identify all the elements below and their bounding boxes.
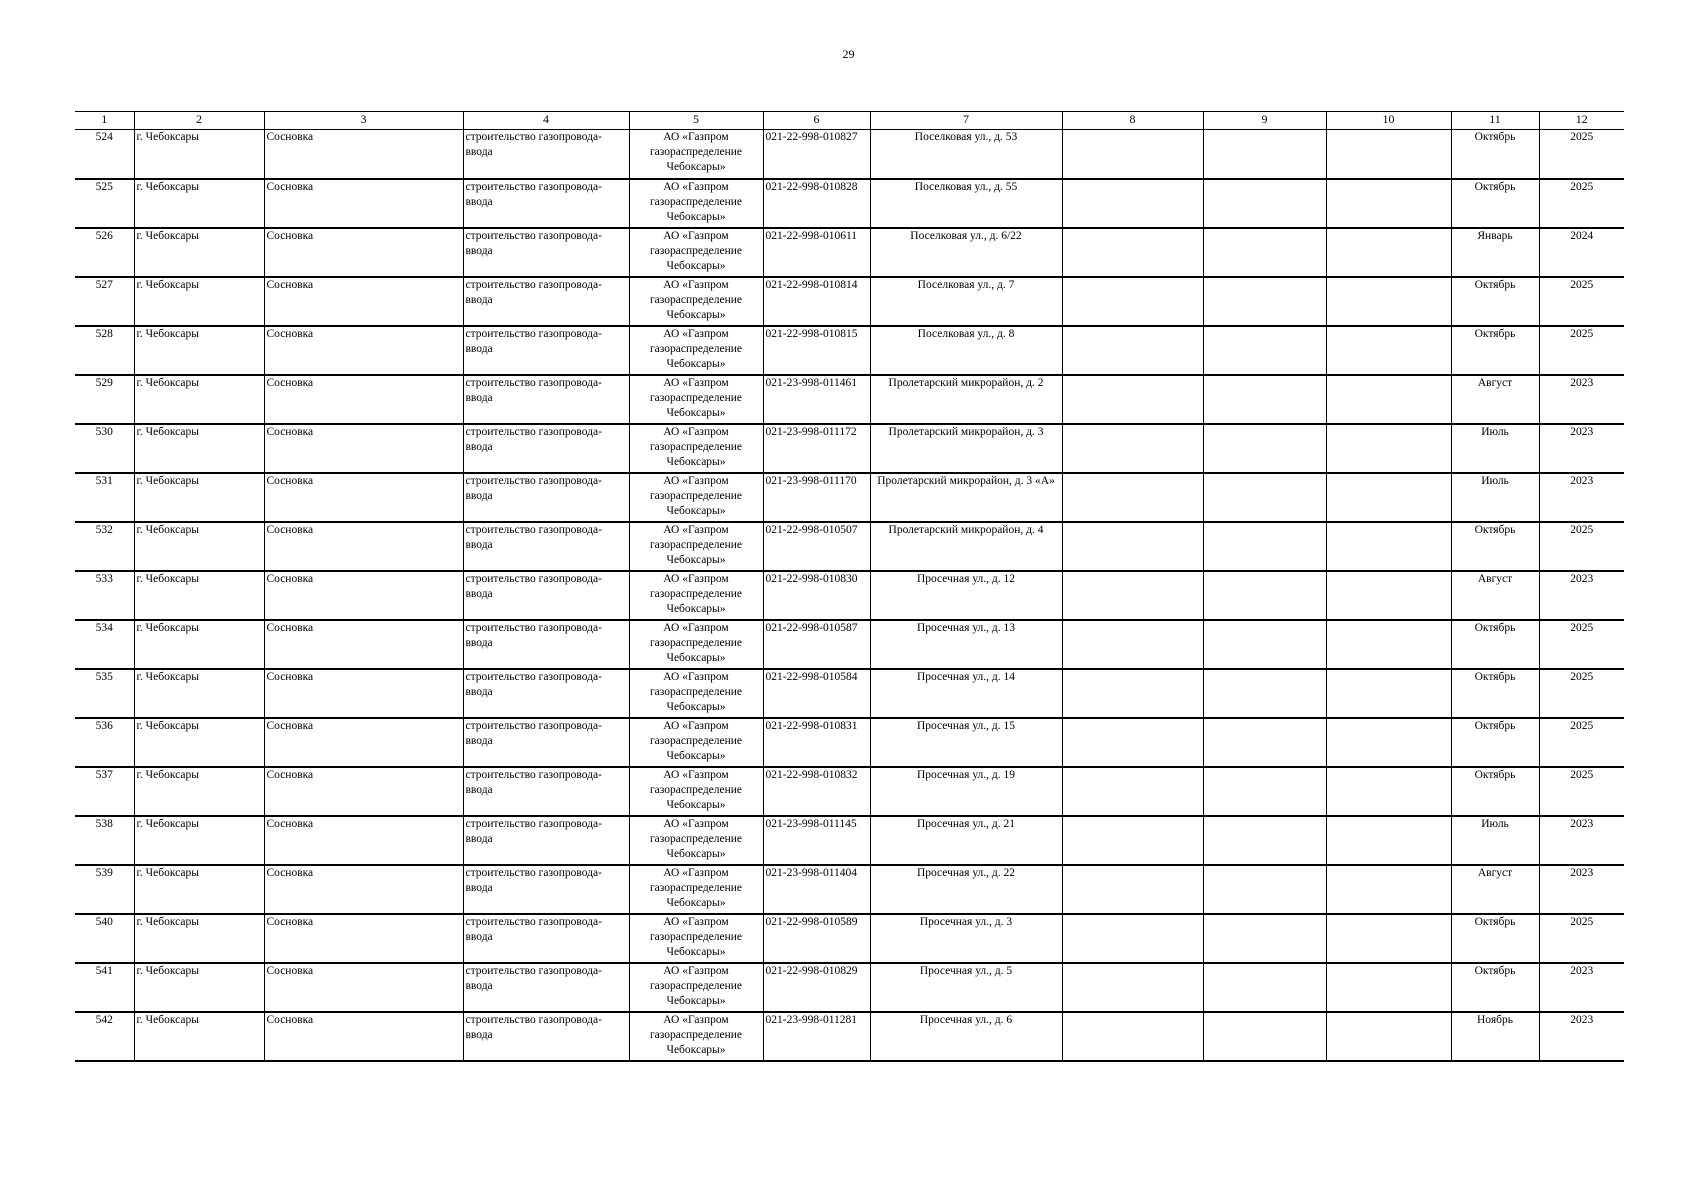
column-8-cell (1062, 718, 1203, 767)
city-cell: г. Чебоксары (134, 473, 264, 522)
column-9-cell (1203, 375, 1326, 424)
object-code-cell: 021-22-998-010611 (763, 228, 870, 277)
row-number-cell: 524 (75, 130, 134, 179)
table-row (75, 179, 1624, 228)
organization-cell: АО «Газпром газораспределение Чебоксары» (629, 375, 763, 424)
column-8-cell (1062, 522, 1203, 571)
city-cell: г. Чебоксары (134, 277, 264, 326)
column-9-cell (1203, 473, 1326, 522)
column-header: 4 (463, 112, 629, 130)
row-number-cell: 525 (75, 179, 134, 228)
year-cell: 2025 (1539, 669, 1624, 718)
month-cell: Июль (1451, 473, 1539, 522)
address-cell: Пролетарский микрорайон, д. 4 (870, 522, 1062, 571)
column-10-cell (1326, 179, 1451, 228)
work-type-cell: строительство газопровода-ввода (463, 130, 629, 179)
column-9-cell (1203, 718, 1326, 767)
row-number-cell: 536 (75, 718, 134, 767)
column-8-cell (1062, 816, 1203, 865)
work-type-cell: строительство газопровода-ввода (463, 571, 629, 620)
month-cell: Октябрь (1451, 963, 1539, 1012)
column-8-cell (1062, 130, 1203, 179)
year-cell: 2025 (1539, 179, 1624, 228)
address-cell: Пролетарский микрорайон, д. 3 (870, 424, 1062, 473)
column-10-cell (1326, 816, 1451, 865)
column-header: 11 (1451, 112, 1539, 130)
column-8-cell (1062, 865, 1203, 914)
organization-cell: АО «Газпром газораспределение Чебоксары» (629, 767, 763, 816)
district-cell: Сосновка (264, 620, 463, 669)
column-9-cell (1203, 522, 1326, 571)
year-cell: 2023 (1539, 473, 1624, 522)
object-code-cell: 021-23-998-011404 (763, 865, 870, 914)
column-9-cell (1203, 571, 1326, 620)
column-8-cell (1062, 1012, 1203, 1061)
organization-cell: АО «Газпром газораспределение Чебоксары» (629, 669, 763, 718)
district-cell: Сосновка (264, 1012, 463, 1061)
work-type-cell: строительство газопровода-ввода (463, 277, 629, 326)
object-code-cell: 021-22-998-010832 (763, 767, 870, 816)
table-row (75, 718, 1624, 767)
month-cell: Июль (1451, 816, 1539, 865)
object-code-cell: 021-22-998-010507 (763, 522, 870, 571)
city-cell: г. Чебоксары (134, 326, 264, 375)
year-cell: 2023 (1539, 424, 1624, 473)
column-9-cell (1203, 130, 1326, 179)
object-code-cell: 021-22-998-010814 (763, 277, 870, 326)
column-8-cell (1062, 914, 1203, 963)
address-cell: Просечная ул., д. 5 (870, 963, 1062, 1012)
object-code-cell: 021-22-998-010827 (763, 130, 870, 179)
month-cell: Октябрь (1451, 326, 1539, 375)
district-cell: Сосновка (264, 865, 463, 914)
district-cell: Сосновка (264, 326, 463, 375)
column-8-cell (1062, 620, 1203, 669)
year-cell: 2024 (1539, 228, 1624, 277)
table-row (75, 816, 1624, 865)
year-cell: 2025 (1539, 914, 1624, 963)
year-cell: 2023 (1539, 816, 1624, 865)
object-code-cell: 021-22-998-010584 (763, 669, 870, 718)
district-cell: Сосновка (264, 914, 463, 963)
row-number-cell: 528 (75, 326, 134, 375)
work-type-cell: строительство газопровода-ввода (463, 228, 629, 277)
table-row (75, 620, 1624, 669)
organization-cell: АО «Газпром газораспределение Чебоксары» (629, 277, 763, 326)
work-type-cell: строительство газопровода-ввода (463, 865, 629, 914)
district-cell: Сосновка (264, 669, 463, 718)
city-cell: г. Чебоксары (134, 1012, 264, 1061)
organization-cell: АО «Газпром газораспределение Чебоксары» (629, 473, 763, 522)
month-cell: Август (1451, 571, 1539, 620)
district-cell: Сосновка (264, 130, 463, 179)
month-cell: Август (1451, 375, 1539, 424)
row-number-cell: 537 (75, 767, 134, 816)
year-cell: 2023 (1539, 1012, 1624, 1061)
work-type-cell: строительство газопровода-ввода (463, 1012, 629, 1061)
district-cell: Сосновка (264, 277, 463, 326)
organization-cell: АО «Газпром газораспределение Чебоксары» (629, 179, 763, 228)
city-cell: г. Чебоксары (134, 130, 264, 179)
column-9-cell (1203, 669, 1326, 718)
row-number-cell: 534 (75, 620, 134, 669)
column-8-cell (1062, 424, 1203, 473)
address-cell: Просечная ул., д. 6 (870, 1012, 1062, 1061)
column-9-cell (1203, 1012, 1326, 1061)
column-8-cell (1062, 473, 1203, 522)
column-9-cell (1203, 277, 1326, 326)
column-10-cell (1326, 473, 1451, 522)
address-cell: Просечная ул., д. 19 (870, 767, 1062, 816)
column-10-cell (1326, 1012, 1451, 1061)
row-number-cell: 538 (75, 816, 134, 865)
column-9-cell (1203, 424, 1326, 473)
row-number-cell: 526 (75, 228, 134, 277)
district-cell: Сосновка (264, 473, 463, 522)
table-row (75, 669, 1624, 718)
object-code-cell: 021-22-998-010587 (763, 620, 870, 669)
organization-cell: АО «Газпром газораспределение Чебоксары» (629, 130, 763, 179)
object-code-cell: 021-23-998-011461 (763, 375, 870, 424)
column-10-cell (1326, 424, 1451, 473)
organization-cell: АО «Газпром газораспределение Чебоксары» (629, 865, 763, 914)
row-number-cell: 542 (75, 1012, 134, 1061)
object-code-cell: 021-23-998-011281 (763, 1012, 870, 1061)
organization-cell: АО «Газпром газораспределение Чебоксары» (629, 326, 763, 375)
work-type-cell: строительство газопровода-ввода (463, 522, 629, 571)
column-9-cell (1203, 326, 1326, 375)
table-row (75, 767, 1624, 816)
city-cell: г. Чебоксары (134, 179, 264, 228)
month-cell: Октябрь (1451, 179, 1539, 228)
organization-cell: АО «Газпром газораспределение Чебоксары» (629, 424, 763, 473)
city-cell: г. Чебоксары (134, 375, 264, 424)
row-number-cell: 539 (75, 865, 134, 914)
table-row (75, 473, 1624, 522)
registry-body (75, 130, 1624, 1061)
month-cell: Октябрь (1451, 767, 1539, 816)
column-header: 6 (763, 112, 870, 130)
month-cell: Октябрь (1451, 914, 1539, 963)
object-code-cell: 021-22-998-010589 (763, 914, 870, 963)
district-cell: Сосновка (264, 816, 463, 865)
column-8-cell (1062, 179, 1203, 228)
city-cell: г. Чебоксары (134, 963, 264, 1012)
row-number-cell: 527 (75, 277, 134, 326)
address-cell: Просечная ул., д. 22 (870, 865, 1062, 914)
column-header: 10 (1326, 112, 1451, 130)
address-cell: Поселковая ул., д. 8 (870, 326, 1062, 375)
table-row (75, 228, 1624, 277)
column-9-cell (1203, 865, 1326, 914)
object-code-cell: 021-23-998-011170 (763, 473, 870, 522)
organization-cell: АО «Газпром газораспределение Чебоксары» (629, 228, 763, 277)
column-header: 5 (629, 112, 763, 130)
column-8-cell (1062, 277, 1203, 326)
month-cell: Октябрь (1451, 277, 1539, 326)
column-10-cell (1326, 571, 1451, 620)
object-code-cell: 021-22-998-010815 (763, 326, 870, 375)
work-type-cell: строительство газопровода-ввода (463, 620, 629, 669)
table-row (75, 914, 1624, 963)
city-cell: г. Чебоксары (134, 228, 264, 277)
table-row (75, 1012, 1624, 1061)
row-number-cell: 529 (75, 375, 134, 424)
work-type-cell: строительство газопровода-ввода (463, 767, 629, 816)
column-9-cell (1203, 914, 1326, 963)
month-cell: Ноябрь (1451, 1012, 1539, 1061)
object-code-cell: 021-22-998-010828 (763, 179, 870, 228)
address-cell: Просечная ул., д. 21 (870, 816, 1062, 865)
address-cell: Поселковая ул., д. 55 (870, 179, 1062, 228)
row-number-cell: 530 (75, 424, 134, 473)
month-cell: Октябрь (1451, 669, 1539, 718)
column-10-cell (1326, 963, 1451, 1012)
column-10-cell (1326, 718, 1451, 767)
month-cell: Июль (1451, 424, 1539, 473)
district-cell: Сосновка (264, 963, 463, 1012)
row-number-cell: 541 (75, 963, 134, 1012)
column-10-cell (1326, 130, 1451, 179)
address-cell: Просечная ул., д. 12 (870, 571, 1062, 620)
address-cell: Просечная ул., д. 14 (870, 669, 1062, 718)
month-cell: Август (1451, 865, 1539, 914)
organization-cell: АО «Газпром газораспределение Чебоксары» (629, 914, 763, 963)
object-code-cell: 021-23-998-011172 (763, 424, 870, 473)
district-cell: Сосновка (264, 179, 463, 228)
year-cell: 2025 (1539, 277, 1624, 326)
month-cell: Январь (1451, 228, 1539, 277)
column-10-cell (1326, 767, 1451, 816)
year-cell: 2025 (1539, 522, 1624, 571)
column-8-cell (1062, 375, 1203, 424)
row-number-cell: 535 (75, 669, 134, 718)
table-row (75, 130, 1624, 179)
table-row (75, 571, 1624, 620)
address-cell: Поселковая ул., д. 7 (870, 277, 1062, 326)
row-number-cell: 532 (75, 522, 134, 571)
district-cell: Сосновка (264, 375, 463, 424)
organization-cell: АО «Газпром газораспределение Чебоксары» (629, 1012, 763, 1061)
column-header: 2 (134, 112, 264, 130)
year-cell: 2025 (1539, 130, 1624, 179)
year-cell: 2025 (1539, 767, 1624, 816)
organization-cell: АО «Газпром газораспределение Чебоксары» (629, 620, 763, 669)
year-cell: 2023 (1539, 865, 1624, 914)
year-cell: 2025 (1539, 718, 1624, 767)
address-cell: Просечная ул., д. 15 (870, 718, 1062, 767)
table-row (75, 865, 1624, 914)
column-9-cell (1203, 620, 1326, 669)
column-9-cell (1203, 179, 1326, 228)
column-10-cell (1326, 228, 1451, 277)
table-row (75, 326, 1624, 375)
column-10-cell (1326, 914, 1451, 963)
district-cell: Сосновка (264, 571, 463, 620)
row-number-cell: 533 (75, 571, 134, 620)
work-type-cell: строительство газопровода-ввода (463, 669, 629, 718)
column-10-cell (1326, 326, 1451, 375)
city-cell: г. Чебоксары (134, 914, 264, 963)
gas-pipeline-registry-table (75, 111, 1624, 1062)
row-number-cell: 540 (75, 914, 134, 963)
work-type-cell: строительство газопровода-ввода (463, 816, 629, 865)
column-9-cell (1203, 767, 1326, 816)
year-cell: 2023 (1539, 963, 1624, 1012)
organization-cell: АО «Газпром газораспределение Чебоксары» (629, 718, 763, 767)
organization-cell: АО «Газпром газораспределение Чебоксары» (629, 571, 763, 620)
column-10-cell (1326, 620, 1451, 669)
address-cell: Поселковая ул., д. 6/22 (870, 228, 1062, 277)
column-8-cell (1062, 326, 1203, 375)
work-type-cell: строительство газопровода-ввода (463, 963, 629, 1012)
column-10-cell (1326, 277, 1451, 326)
column-10-cell (1326, 865, 1451, 914)
city-cell: г. Чебоксары (134, 718, 264, 767)
district-cell: Сосновка (264, 522, 463, 571)
table-row (75, 522, 1624, 571)
column-8-cell (1062, 228, 1203, 277)
column-header: 9 (1203, 112, 1326, 130)
page-number: 29 (842, 47, 855, 61)
organization-cell: АО «Газпром газораспределение Чебоксары» (629, 522, 763, 571)
organization-cell: АО «Газпром газораспределение Чебоксары» (629, 963, 763, 1012)
work-type-cell: строительство газопровода-ввода (463, 179, 629, 228)
table-row (75, 277, 1624, 326)
year-cell: 2025 (1539, 620, 1624, 669)
work-type-cell: строительство газопровода-ввода (463, 375, 629, 424)
column-number-header-row (75, 112, 1624, 130)
column-9-cell (1203, 963, 1326, 1012)
work-type-cell: строительство газопровода-ввода (463, 326, 629, 375)
address-cell: Пролетарский микрорайон, д. 3 «А» (870, 473, 1062, 522)
month-cell: Октябрь (1451, 522, 1539, 571)
organization-cell: АО «Газпром газораспределение Чебоксары» (629, 816, 763, 865)
table-row (75, 375, 1624, 424)
address-cell: Пролетарский микрорайон, д. 2 (870, 375, 1062, 424)
table-row (75, 424, 1624, 473)
district-cell: Сосновка (264, 424, 463, 473)
object-code-cell: 021-22-998-010829 (763, 963, 870, 1012)
district-cell: Сосновка (264, 228, 463, 277)
city-cell: г. Чебоксары (134, 522, 264, 571)
column-10-cell (1326, 522, 1451, 571)
column-8-cell (1062, 767, 1203, 816)
month-cell: Октябрь (1451, 718, 1539, 767)
work-type-cell: строительство газопровода-ввода (463, 424, 629, 473)
column-header: 12 (1539, 112, 1624, 130)
city-cell: г. Чебоксары (134, 571, 264, 620)
column-8-cell (1062, 963, 1203, 1012)
year-cell: 2023 (1539, 571, 1624, 620)
object-code-cell: 021-22-998-010830 (763, 571, 870, 620)
column-9-cell (1203, 228, 1326, 277)
row-number-cell: 531 (75, 473, 134, 522)
district-cell: Сосновка (264, 718, 463, 767)
address-cell: Просечная ул., д. 13 (870, 620, 1062, 669)
object-code-cell: 021-23-998-011145 (763, 816, 870, 865)
column-header: 7 (870, 112, 1062, 130)
month-cell: Октябрь (1451, 130, 1539, 179)
year-cell: 2025 (1539, 326, 1624, 375)
column-header: 3 (264, 112, 463, 130)
month-cell: Октябрь (1451, 620, 1539, 669)
address-cell: Поселковая ул., д. 53 (870, 130, 1062, 179)
table-row (75, 963, 1624, 1012)
city-cell: г. Чебоксары (134, 816, 264, 865)
column-9-cell (1203, 816, 1326, 865)
city-cell: г. Чебоксары (134, 767, 264, 816)
work-type-cell: строительство газопровода-ввода (463, 473, 629, 522)
work-type-cell: строительство газопровода-ввода (463, 718, 629, 767)
column-8-cell (1062, 669, 1203, 718)
city-cell: г. Чебоксары (134, 865, 264, 914)
year-cell: 2023 (1539, 375, 1624, 424)
city-cell: г. Чебоксары (134, 620, 264, 669)
column-10-cell (1326, 669, 1451, 718)
city-cell: г. Чебоксары (134, 424, 264, 473)
work-type-cell: строительство газопровода-ввода (463, 914, 629, 963)
district-cell: Сосновка (264, 767, 463, 816)
column-header: 1 (75, 112, 134, 130)
address-cell: Просечная ул., д. 3 (870, 914, 1062, 963)
column-8-cell (1062, 571, 1203, 620)
column-header: 8 (1062, 112, 1203, 130)
object-code-cell: 021-22-998-010831 (763, 718, 870, 767)
city-cell: г. Чебоксары (134, 669, 264, 718)
column-10-cell (1326, 375, 1451, 424)
